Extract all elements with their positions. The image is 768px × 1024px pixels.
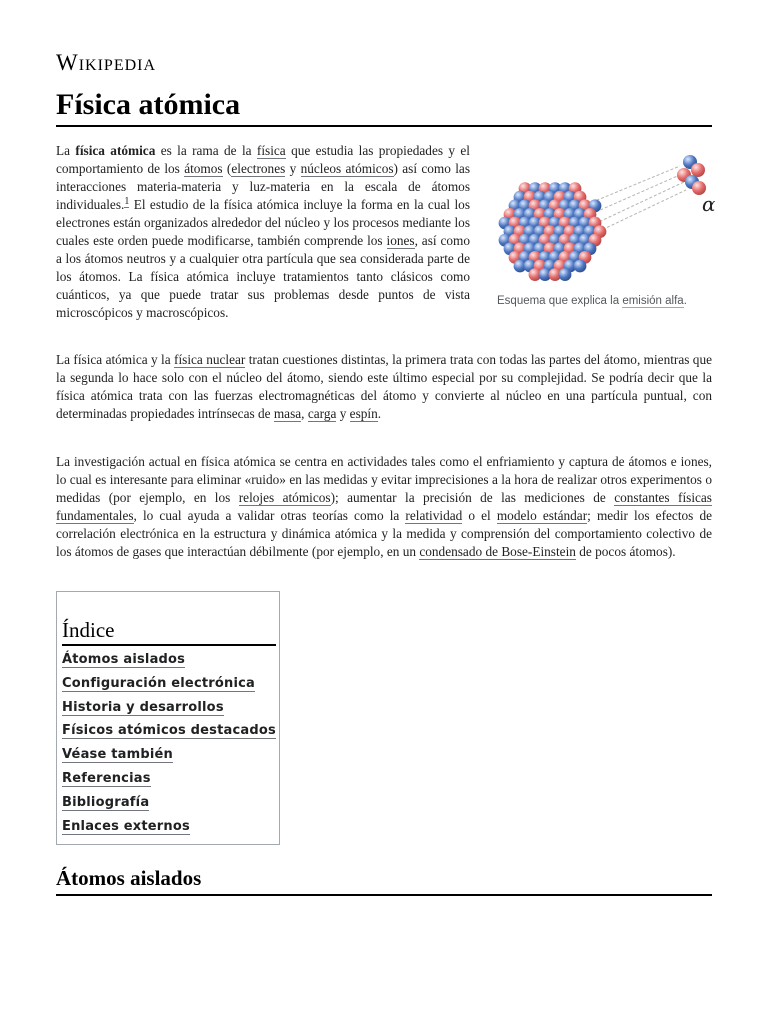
inline-link[interactable]: física nuclear	[174, 352, 246, 367]
text-run: .	[377, 406, 382, 421]
text-run: La investigación actual en física atómica se centra en actividades tales como el enfriamiento y captura de átomos e iones, lo cual es interesante para eliminar «ruido» en las medidas y evitar imprecisiones a la hora de realizar otros experimentos o medidas (por ejemplo, en los	[56, 454, 712, 505]
inline-link[interactable]: espín	[349, 406, 378, 421]
inline-link[interactable]: masa	[273, 406, 302, 421]
toc-list	[62, 650, 276, 840]
text-run: ,	[301, 406, 308, 421]
inline-link[interactable]: carga	[307, 406, 337, 421]
text-run: , así como a los átomos neutros y a cualquier otra partícula que sea considerada parte de los átomos. La física atómica incluye tratamientos tanto clásicos como cuánticos, ya que puede tratar sus problemas desde puntos de vista microscópicos y macroscópicos.	[56, 233, 470, 320]
alpha-symbol: α	[702, 192, 716, 216]
intro-paragraph	[56, 142, 470, 322]
paragraph-research	[56, 453, 712, 561]
inline-link[interactable]: iones	[386, 233, 415, 248]
text-run: que estudia las propiedades y el comportamiento de los	[56, 143, 470, 176]
neutron-sphere	[574, 260, 587, 273]
text-run: de pocos átomos).	[575, 544, 676, 559]
toc-item[interactable]: Referencias	[62, 770, 151, 786]
figure-caption	[494, 292, 712, 310]
text-run: y	[336, 406, 350, 421]
inline-link[interactable]: átomos	[184, 161, 223, 176]
wikipedia-wordmark[interactable]: Wikipedia	[56, 50, 157, 75]
text-run: , lo cual ayuda a validar otras teorías como la	[133, 508, 406, 523]
toc-item[interactable]: Bibliografía	[62, 794, 150, 810]
alpha-emission-figure	[494, 148, 716, 310]
text-run: El estudio de la física atómica incluye la forma en la cual los electrones están organizados alrededor del núcleo y los procesos mediante los cuales este orden puede modificarse, también comprende los	[56, 197, 470, 248]
inline-link[interactable]: electrones	[231, 161, 286, 176]
toc-item[interactable]: Átomos aislados	[62, 652, 186, 667]
toc-item[interactable]: Véase también	[62, 747, 173, 763]
page-title: Física atómica	[56, 86, 712, 127]
text-run: ; medir los efectos de correlación electrónica en la estructura y dinámica atómica y la medida y comprensión del comportamiento colectivo de los átomos de gases que interactúan débilmente (por ejemplo, en un	[56, 508, 712, 559]
text-run: (	[222, 161, 232, 176]
alpha-particle	[677, 155, 706, 195]
inline-link[interactable]: núcleos atómicos	[300, 161, 394, 176]
toc-item[interactable]: Configuración electrónica	[62, 675, 255, 691]
alpha-emission-diagram[interactable]	[494, 148, 716, 290]
text-run: Esquema que explica la	[497, 295, 623, 307]
text-run: ); aumentar la precisión de las mediciones de	[330, 490, 615, 505]
inline-link[interactable]: emisión alfa	[622, 295, 684, 307]
section-heading-atomos-aislados: Átomos aislados	[56, 865, 712, 896]
paragraph-nuclear	[56, 351, 712, 423]
text-run: La	[56, 143, 76, 158]
inline-link[interactable]: física	[256, 143, 286, 158]
text-run: La física atómica y la	[56, 352, 175, 367]
reference-marker[interactable]: 1	[124, 196, 130, 207]
bold-term: física atómica	[75, 143, 156, 158]
toc-item[interactable]: Historia y desarrollos	[62, 699, 224, 715]
text-run: o el	[462, 508, 497, 523]
text-run: ) así como las interacciones materia-materia y luz-materia en la escala de átomos individuales.	[56, 161, 471, 212]
toc-item[interactable]: Enlaces externos	[62, 818, 190, 834]
text-run: tratan cuestiones distintas, la primera trata con todas las partes del átomo, mientras que la segunda lo hace solo con el núcleo del átomo, siendo este último especial por su complejidad. Se podría decir que la física atómica trata con las fuerzas electromagnéticas del átomo y convierte al núcleo en una partícula puntual, con determinadas propiedades intrínsecas de	[56, 352, 712, 421]
toc-item[interactable]: Físicos atómicos destacados	[62, 723, 276, 739]
inline-link[interactable]: condensado de Bose-Einstein	[419, 544, 576, 559]
text-run: .	[683, 295, 687, 307]
nucleus	[499, 182, 607, 281]
inline-link[interactable]: modelo estándar	[496, 508, 588, 523]
table-of-contents	[56, 591, 280, 845]
toc-title: Índice	[62, 617, 276, 646]
text-run: y	[285, 161, 301, 176]
inline-link[interactable]: constantes físicas fundamentales	[56, 490, 712, 523]
inline-link[interactable]: relatividad	[405, 508, 463, 523]
proton-sphere	[691, 163, 705, 177]
inline-link[interactable]: relojes atómicos	[238, 490, 331, 505]
text-run: es la rama de la	[155, 143, 257, 158]
neutron-sphere	[559, 268, 572, 281]
